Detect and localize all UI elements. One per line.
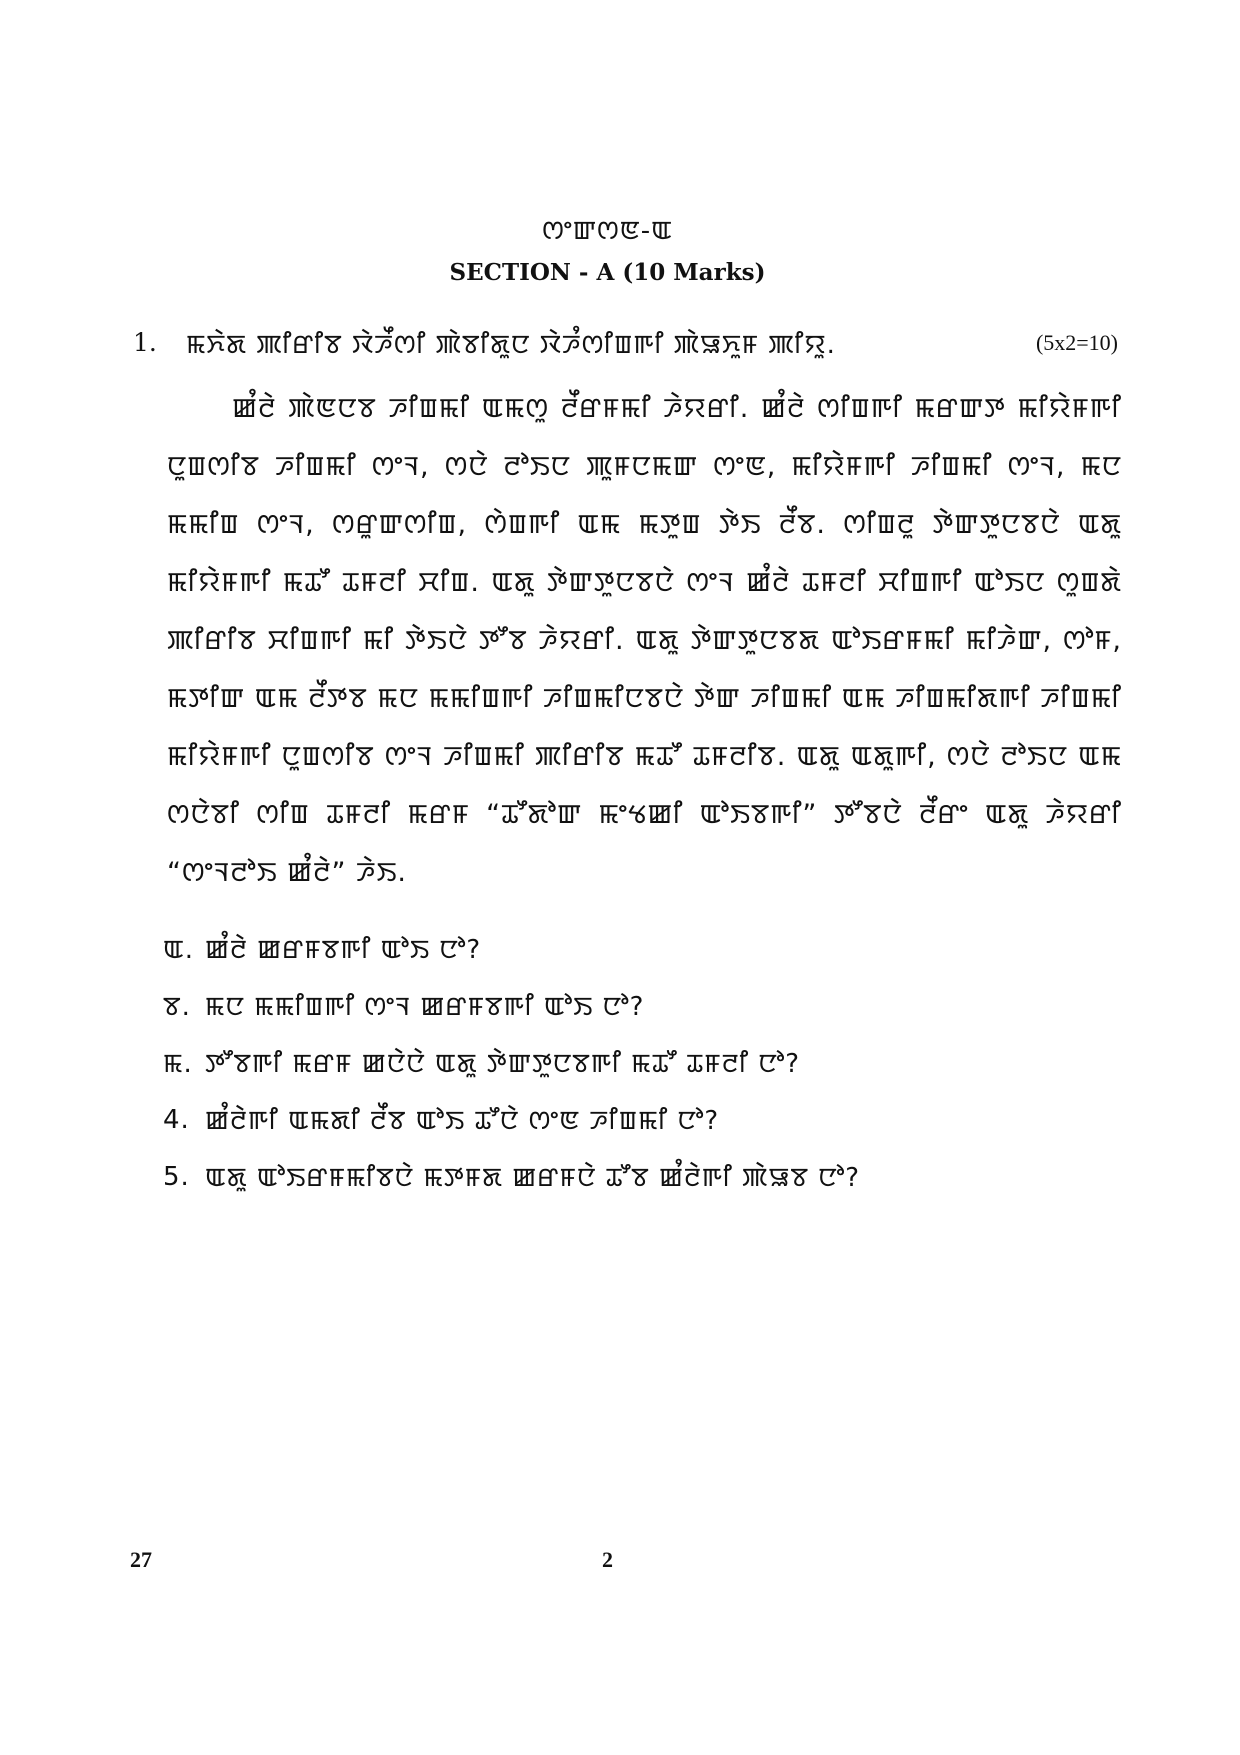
sub-question-label: ꯕ.	[163, 991, 191, 1022]
page-number: 2	[602, 1547, 613, 1572]
sub-question-label: ꯃ.	[163, 1048, 193, 1079]
comprehension-passage: ꯀꯪꯂꯥ ꯄꯥꯟꯅꯕ ꯍꯤꯡꯃꯤ ꯑꯃꯁꯨ ꯂꯩꯔꯝꯃꯤ ꯍꯥꯌꯔꯤ. ꯀꯪꯂꯥ ꯁꯤꯡꯒꯤ ꯃꯔꯛꯇ ꯃꯤꯌꯥꯝꯒꯤ ꯅꯨꯡꯁꯤꯕ ꯍꯤꯡꯃꯤ ꯁꯦꯜ, ꯁꯅꯥ ꯂꯣꯏꯅ ꯄꯨꯝꯅꯃꯛ ꯁꯦꯟ, ꯃꯤꯌꯥꯝꯒꯤ ꯍꯤꯡꯃꯤ ꯁꯦꯜ, ꯃꯅ ꯃꯃꯤꯡ ꯁꯦꯜ, ꯁꯔꯨꯛꯁꯤꯡ, ꯁꯥꯡꯒꯤ ꯑꯃ ꯃꯇꯨꯡ ꯇꯥꯏ ꯂꯩꯕ. ꯁꯤꯡꯂꯨ ꯇꯥꯛꯇꯨꯅꯕꯅꯥ ꯑꯗꯨ ꯃꯤꯌꯥꯝꯒꯤ ꯃꯊꯧ ꯊꯝꯂꯤ ꯆꯤꯡ. ꯑꯗꯨ ꯇꯥꯛꯇꯨꯅꯕꯅꯥ ꯁꯦꯜ ꯀꯪꯂꯥ ꯊꯝꯂꯤ ꯆꯤꯡꯒꯤ ꯑꯣꯏꯅ ꯁꯨꯡꯗꯥ ꯄꯤꯔꯤꯕ ꯆꯤꯡꯒꯤ ꯃꯤ ꯇꯥꯏꯅꯥ ꯇꯧꯕ ꯍꯥꯌꯔꯤ. ꯑꯗꯨ ꯇꯥꯛꯇꯨꯅꯕꯗ ꯑꯣꯏꯔꯝꯃꯤ ꯃꯤꯍꯥꯛ, ꯁꯣꯝ, ꯃꯇꯤꯛ ꯑꯃ ꯂꯩꯇꯕ ꯃꯅ ꯃꯃꯤꯡꯒꯤ ꯍꯤꯡꯃꯤꯅꯕꯅꯥ ꯇꯥꯛ ꯍꯤꯡꯃꯤ ꯑꯃ ꯍꯤꯡꯃꯤꯗꯒꯤ ꯍꯤꯡꯃꯤ ꯃꯤꯌꯥꯝꯒꯤ ꯅꯨꯡꯁꯤꯕ ꯁꯦꯜ ꯍꯤꯡꯃꯤ ꯄꯤꯔꯤꯕ ꯃꯊꯧ ꯊꯝꯂꯤꯕ. ꯑꯗꯨ ꯑꯗꯨꯒꯤ, ꯁꯅꯥ ꯂꯣꯏꯅ ꯑꯃ ꯁꯅꯥꯕꯤ ꯁꯤꯡ ꯊꯝꯂꯤ ꯃꯔꯝ “ꯊꯧꯗꯣꯛ ꯃꯦꯠꯀꯤ ꯑꯣꯏꯕꯒꯤ” ꯇꯧꯕꯅꯥ ꯂꯩꯔꯦ ꯑꯗꯨ ꯍꯥꯌꯔꯤ “ꯁꯦꯜꯂꯣꯏ ꯀꯪꯂꯥ” ꯍꯥꯏ.	[167, 393, 1122, 888]
sub-question	[163, 1148, 1063, 1205]
paper-code: 27	[130, 1547, 152, 1572]
sub-question	[163, 1034, 1063, 1091]
section-heading-script: ꯁꯦꯛꯁꯟ-ꯑ	[542, 216, 673, 246]
question-marks: (5x2=10)	[1035, 330, 1118, 355]
sub-question-label: ꯑ.	[163, 934, 195, 965]
sub-question-label: 4.	[163, 1104, 190, 1135]
question-instruction: ꯃꯈꯥꯗ ꯄꯤꯔꯤꯕ ꯋꯥꯍꯩꯁꯤ ꯄꯥꯕꯤꯗꯨꯅ ꯋꯥꯍꯪꯁꯤꯡꯒꯤ ꯄꯥꯎꯈꯨꯝ ꯄꯤꯌꯨ.	[186, 330, 836, 360]
section-title: SECTION - A (10 Marks)	[449, 259, 766, 286]
sub-question-text: ꯑꯗꯨ ꯑꯣꯏꯔꯝꯃꯤꯕꯅꯥ ꯃꯇꯝꯗ ꯀꯔꯝꯅꯥ ꯊꯧꯕ ꯀꯪꯂꯥꯒꯤ ꯄꯥꯎꯕ ꯅꯣ?	[205, 1162, 861, 1193]
sub-question-text: ꯀꯪꯂꯥꯒꯤ ꯑꯃꯗꯤ ꯂꯩꯕ ꯑꯣꯏ ꯊꯧꯅꯥ ꯁꯦꯟ ꯍꯤꯡꯃꯤ ꯅꯣ?	[205, 1105, 720, 1136]
sub-question-list	[163, 920, 1063, 1205]
sub-question-text: ꯇꯧꯕꯒꯤ ꯃꯔꯝ ꯀꯅꯥꯅꯥ ꯑꯗꯨ ꯇꯥꯛꯇꯨꯅꯕꯒꯤ ꯃꯊꯧ ꯊꯝꯂꯤ ꯅꯣ?	[205, 1048, 801, 1079]
sub-question	[163, 1091, 1063, 1148]
sub-question-text: ꯃꯅ ꯃꯃꯤꯡꯒꯤ ꯁꯦꯜ ꯀꯔꯝꯕꯒꯤ ꯑꯣꯏ ꯅꯣ?	[205, 991, 645, 1022]
sub-question-label: 5.	[163, 1161, 190, 1192]
question-number: 1.	[133, 328, 157, 357]
sub-question	[163, 977, 1063, 1034]
sub-question	[163, 920, 1063, 977]
sub-question-text: ꯀꯪꯂꯥ ꯀꯔꯝꯕꯒꯤ ꯑꯣꯏ ꯅꯣ?	[205, 934, 482, 965]
